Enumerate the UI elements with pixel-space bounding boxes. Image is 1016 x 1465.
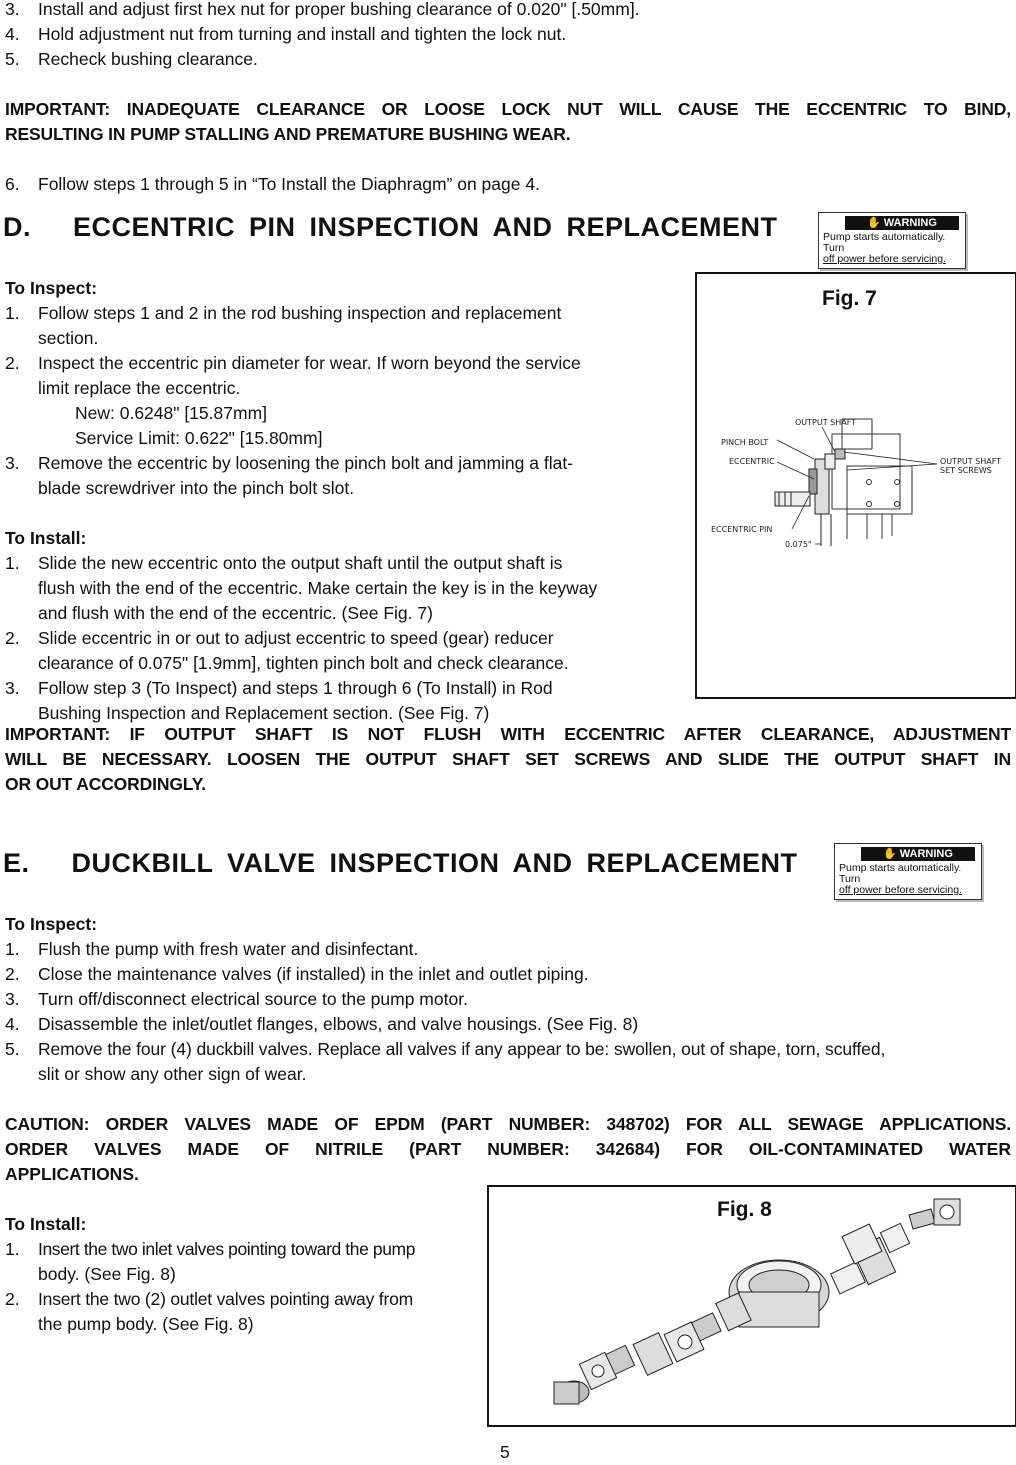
step-line: section. xyxy=(38,328,99,348)
step-line: Flush the pump with fresh water and disinfectant. xyxy=(38,939,419,959)
step-number: 1. xyxy=(5,553,20,573)
step-number: 6. xyxy=(5,174,20,194)
step-text: Recheck bushing clearance. xyxy=(38,49,258,69)
figure-title: Fig. 7 xyxy=(822,287,877,310)
step-number: 5. xyxy=(5,1039,20,1059)
step-line: Remove the eccentric by loosening the pinch bolt and jamming a flat- xyxy=(38,453,574,473)
spec-text: Service Limit: 0.622" [15.80mm] xyxy=(75,428,323,448)
important-line: WILL BE NECESSARY. LOOSEN THE OUTPUT SHAFT SET SCREWS AND SLIDE THE OUTPUT SHAFT IN xyxy=(5,749,1011,769)
valve-exploded-diagram xyxy=(489,1187,1015,1425)
step-number: 2. xyxy=(5,964,20,984)
step-number: 3. xyxy=(5,0,20,19)
important-line: OR OUT ACCORDINGLY. xyxy=(5,774,207,794)
step-line: Slide eccentric in or out to adjust eccentric to speed (gear) reducer xyxy=(38,628,554,648)
step-line: Remove the four (4) duckbill valves. Replace all valves if any appear to be: swollen, out of shape, torn, scuffed, xyxy=(38,1039,886,1059)
warning-badge: ✋ WARNING xyxy=(845,216,959,230)
label-set-screws-1: OUTPUT SHAFT xyxy=(940,457,1002,466)
install-title: To Install: xyxy=(5,528,87,548)
step-number: 3. xyxy=(5,989,20,1009)
caution-line: CAUTION: ORDER VALVES MADE OF EPDM (PART NUMBER: 348702) FOR ALL SEWAGE APPLICATIONS. xyxy=(5,1114,1011,1134)
label-output-shaft: OUTPUT SHAFT xyxy=(795,418,857,427)
spec-text: New: 0.6248" [15.87mm] xyxy=(75,403,268,423)
step-number: 2. xyxy=(5,1289,20,1309)
step-line: Slide the new eccentric onto the output shaft until the output shaft is xyxy=(38,553,563,573)
label-pinch-bolt: PINCH BOLT xyxy=(721,438,769,447)
step-line: blade screwdriver into the pinch bolt slot. xyxy=(38,478,355,498)
important-note-2 xyxy=(5,722,1011,797)
step-number: 3. xyxy=(5,678,20,698)
section-e-heading: E. DUCKBILL VALVE INSPECTION AND REPLACEMENT xyxy=(3,848,798,878)
step-number: 5. xyxy=(5,49,20,69)
warning-text: Pump starts automatically. Turn xyxy=(823,231,946,254)
step-line: Follow step 3 (To Inspect) and steps 1 through 6 (To Install) in Rod xyxy=(38,678,553,698)
label-clearance: 0.075" xyxy=(785,540,812,549)
step-line: body. (See Fig. 8) xyxy=(38,1264,176,1284)
label-eccentric: ECCENTRIC xyxy=(729,457,775,466)
step-line: the pump body. (See Fig. 8) xyxy=(38,1314,254,1334)
step-line: and flush with the end of the eccentric. (See Fig. 7) xyxy=(38,603,433,623)
step-number: 1. xyxy=(5,1239,20,1259)
caution-note xyxy=(5,1112,1011,1187)
page-number: 5 xyxy=(500,1442,510,1462)
eccentric-diagram xyxy=(697,274,1015,697)
step-line: Insert the two inlet valves pointing toward the pump xyxy=(38,1239,416,1259)
install-title: To Install: xyxy=(5,1214,87,1234)
important-line: IMPORTANT: IF OUTPUT SHAFT IS NOT FLUSH WITH ECCENTRIC AFTER CLEARANCE, ADJUSTMENT xyxy=(5,724,1011,744)
step-text: Hold adjustment nut from turning and install and tighten the lock nut. xyxy=(38,24,567,44)
step-text: Install and adjust first hex nut for proper bushing clearance of 0.020" [.50mm]. xyxy=(38,0,640,19)
step-number: 1. xyxy=(5,303,20,323)
important-line: RESULTING IN PUMP STALLING AND PREMATURE BUSHING WEAR. xyxy=(5,124,571,144)
step-line: Bushing Inspection and Replacement section. (See Fig. 7) xyxy=(38,703,490,723)
spec-limit xyxy=(75,426,322,451)
step-number: 4. xyxy=(5,1014,20,1034)
step-number: 2. xyxy=(5,628,20,648)
step-line: Close the maintenance valves (if installed) in the inlet and outlet piping. xyxy=(38,964,589,984)
warning-text: Pump starts automatically. Turn xyxy=(839,862,962,885)
warning-badge: ✋ WARNING xyxy=(861,847,975,861)
step-line: clearance of 0.075" [1.9mm], tighten pinch bolt and check clearance. xyxy=(38,653,569,673)
inspect-title: To Inspect: xyxy=(5,278,98,298)
step-line: Insert the two (2) outlet valves pointing away from xyxy=(38,1289,413,1309)
step-line: slit or show any other sign of wear. xyxy=(38,1064,307,1084)
figure-title: Fig. 8 xyxy=(717,1198,772,1221)
warning-text: off power before servicing. xyxy=(823,253,946,265)
warning-text: off power before servicing. xyxy=(839,884,962,896)
label-set-screws-2: SET SCREWS xyxy=(940,466,992,475)
warning-label xyxy=(818,212,966,269)
step-line: limit replace the eccentric. xyxy=(38,378,241,398)
figure-8 xyxy=(487,1185,1016,1427)
step-number: 1. xyxy=(5,939,20,959)
step-6 xyxy=(5,172,905,197)
step-number: 4. xyxy=(5,24,20,44)
step-line: Follow steps 1 and 2 in the rod bushing inspection and replacement xyxy=(38,303,562,323)
warning-label xyxy=(834,843,982,900)
warning-badge-text: WARNING xyxy=(883,217,937,229)
step-number: 3. xyxy=(5,453,20,473)
section-d-heading: D. ECCENTRIC PIN INSPECTION AND REPLACEMENT xyxy=(3,212,778,242)
step-number: 2. xyxy=(5,353,20,373)
step-line: Turn off/disconnect electrical source to the pump motor. xyxy=(38,989,468,1009)
step-line: Inspect the eccentric pin diameter for wear. If worn beyond the service xyxy=(38,353,581,373)
step-text: Follow steps 1 through 5 in “To Install the Diaphragm” on page 4. xyxy=(38,174,540,194)
inspect-title: To Inspect: xyxy=(5,914,98,934)
label-eccentric-pin: ECCENTRIC PIN xyxy=(711,525,773,534)
important-line: IMPORTANT: INADEQUATE CLEARANCE OR LOOSE LOCK NUT WILL CAUSE THE ECCENTRIC TO BIND, xyxy=(5,99,1011,119)
spec-new xyxy=(75,401,267,426)
warning-badge-text: WARNING xyxy=(899,848,953,860)
figure-7 xyxy=(695,272,1016,699)
caution-line: ORDER VALVES MADE OF NITRILE (PART NUMBER: 342684) FOR OIL-CONTAMINATED WATER xyxy=(5,1139,1011,1159)
caution-line: APPLICATIONS. xyxy=(5,1164,139,1184)
important-note-1 xyxy=(5,97,1011,147)
step-line: flush with the end of the eccentric. Make certain the key is in the keyway xyxy=(38,578,598,598)
step-line: Disassemble the inlet/outlet flanges, elbows, and valve housings. (See Fig. 8) xyxy=(38,1014,639,1034)
